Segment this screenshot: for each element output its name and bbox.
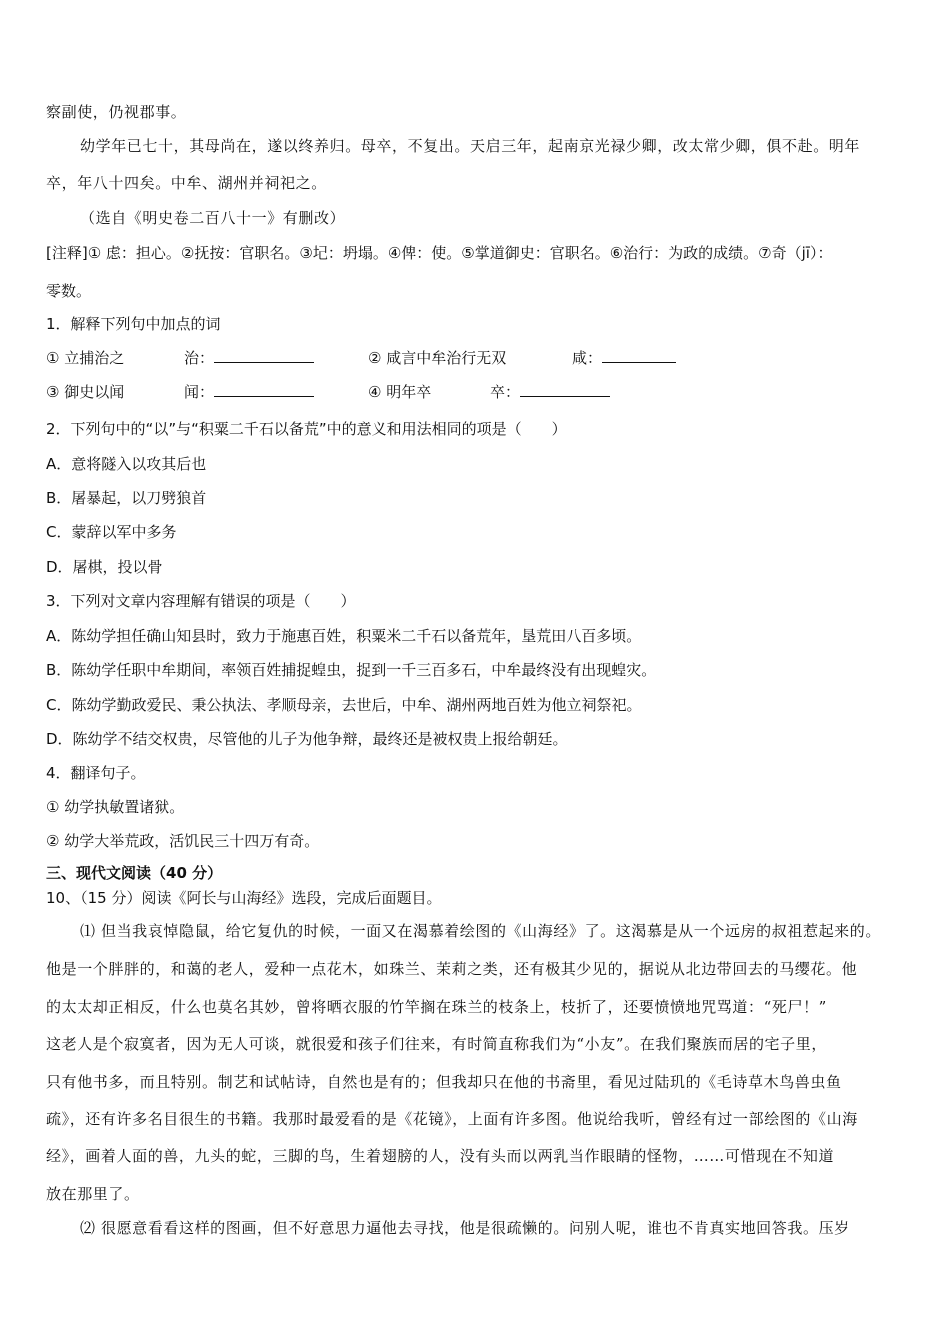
q4-item-2: ② 幼学大举荒政，活饥民三十四万有奇。	[46, 832, 320, 850]
classical-line-1: 察副使，仍视郡事。	[46, 103, 187, 121]
q1-item-2-label: 咸：	[572, 349, 603, 367]
modern-line-4: 这老人是个寂寞者，因为无人可谈，就很爱和孩子们往来，有时简直称我们为“小友”。在我们聚族而居的宅子里，	[46, 1035, 827, 1053]
q1-item-4-answer-blank[interactable]	[520, 382, 610, 397]
modern-line-2: 他是一个胖胖的，和蔼的老人，爱种一点花木，如珠兰、茉莉之类，还有极其少见的，据说从北边带回去的马缨花。他	[46, 960, 858, 978]
classical-para-2a: 幼学年已七十，其母尚在，遂以终养归。母卒，不复出。天启三年，起南京光禄少卿，改太常少卿，俱不赴。明年	[80, 137, 861, 155]
q1-stem: 1．解释下列句中加点的词	[46, 315, 221, 333]
modern-line-7: 经》，画着人面的兽，九头的蛇，三脚的鸟，生着翅膀的人，没有头而以两乳当作眼睛的怪物，……可惜现在不知道	[46, 1147, 835, 1165]
q3-option-b[interactable]: B．陈幼学任职中牟期间，率领百姓捕捉蝗虫，捉到一千三百多石，中牟最终没有出现蝗灾。	[46, 661, 657, 679]
q2-option-c[interactable]: C．蒙辞以军中多务	[46, 523, 177, 541]
q1-item-3-phrase: ③ 御史以闻	[46, 383, 125, 401]
q1-item-2-phrase: ② 咸言中牟治行无双	[368, 349, 507, 367]
modern-line-6: 疏》，还有许多名目很生的书籍。我那时最爱看的是《花镜》，上面有许多图。他说给我听，曾经有过一部绘图的《山海	[46, 1110, 858, 1128]
modern-line-3: 的太太却正相反，什么也莫名其妙，曾将晒衣服的竹竿搁在珠兰的枝条上，枝折了，还要愤愤地咒骂道：“死尸！”	[46, 998, 827, 1016]
q1-item-2-answer-blank[interactable]	[602, 348, 676, 363]
q1-item-4-phrase: ④ 明年卒	[368, 383, 432, 401]
section-title-modern: 三、现代文阅读（40 分）	[46, 864, 223, 882]
q1-row-1	[0, 347, 950, 369]
q1-item-3-label: 闻：	[184, 383, 215, 401]
q1-item-4-word	[490, 381, 610, 402]
modern-line-8: 放在那里了。	[46, 1185, 140, 1203]
q2-option-b[interactable]: B．屠暴起，以刀劈狼首	[46, 489, 207, 507]
q3-option-c[interactable]: C．陈幼学勤政爱民、秉公执法、孝顺母亲，去世后，中牟、湖州两地百姓为他立祠祭祀。	[46, 696, 642, 714]
q10-heading: 10、（15 分）阅读《阿长与山海经》选段，完成后面题目。	[46, 889, 442, 907]
q4-item-1: ① 幼学执敏置诸狱。	[46, 798, 185, 816]
classical-source: （选自《明史卷二百八十一》有删改）	[80, 209, 346, 227]
q2-stem: 2．下列句中的“以”与“积粟二千石以备荒”中的意义和用法相同的项是（ ）	[46, 420, 567, 438]
q3-option-d[interactable]: D．陈幼学不结交权贵，尽管他的儿子为他争辩，最终还是被权贵上报给朝廷。	[46, 730, 568, 748]
q2-option-a[interactable]: A．意将隧入以攻其后也	[46, 455, 207, 473]
q3-option-a[interactable]: A．陈幼学担任确山知县时，致力于施惠百姓，积粟米二千石以备荒年，垦荒田八百多顷。	[46, 627, 642, 645]
classical-notes-a: [注释]① 虑：担心。②抚按：官职名。③圮：坍塌。④俾：使。⑤掌道御史：官职名。⑥治行：为政的成绩。⑦奇（jī）：	[46, 244, 833, 262]
q1-item-4-label: 卒：	[490, 383, 521, 401]
classical-para-2b: 卒，年八十四矣。中牟、湖州并祠祀之。	[46, 174, 327, 192]
q1-item-1-word	[184, 347, 314, 368]
q1-item-2-word	[572, 347, 676, 368]
modern-line-5: 只有他书多，而且特别。制艺和试帖诗，自然也是有的；但我却只在他的书斋里，看见过陆玑的《毛诗草木鸟兽虫鱼	[46, 1073, 842, 1091]
classical-notes-b: 零数。	[46, 282, 92, 300]
modern-line-9: ⑵ 很愿意看看这样的图画，但不好意思力逼他去寻找，他是很疏懒的。问别人呢，谁也不肯真实地回答我。压岁	[80, 1219, 850, 1237]
q3-stem: 3．下列对文章内容理解有错误的项是（ ）	[46, 592, 356, 610]
q1-item-1-phrase: ① 立捕治之	[46, 349, 125, 367]
q1-item-3-word	[184, 381, 314, 402]
q1-item-1-answer-blank[interactable]	[214, 348, 314, 363]
q1-row-2	[0, 381, 950, 403]
q1-item-3-answer-blank[interactable]	[214, 382, 314, 397]
q4-stem: 4．翻译句子。	[46, 764, 146, 782]
q2-option-d[interactable]: D．屠棋，投以骨	[46, 558, 163, 576]
q1-item-1-label: 治：	[184, 349, 215, 367]
modern-line-1: ⑴ 但当我哀悼隐鼠，给它复仇的时候，一面又在渴慕着绘图的《山海经》了。这渴慕是从一个远房的叔祖惹起来的。	[80, 922, 881, 940]
